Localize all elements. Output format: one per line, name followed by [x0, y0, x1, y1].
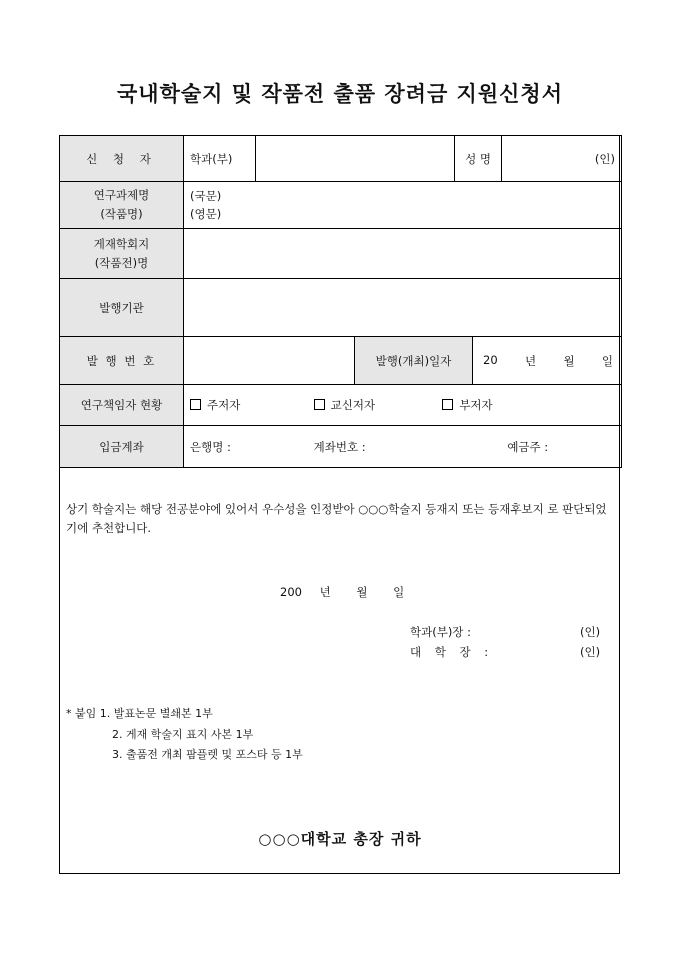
dept-label: 학과(부)	[184, 136, 256, 182]
dept-head-seal[interactable]: (인)	[580, 625, 601, 639]
issue-date-label: 발행(개최)일자	[355, 337, 473, 385]
checkbox-co-author[interactable]: 부저자	[442, 397, 492, 413]
research-title-label: 연구과제명 (작품명)	[60, 182, 184, 229]
account-row	[60, 426, 622, 468]
recommendation-statement: 상기 학술지는 해당 전공분야에 있어서 우수성을 인정받아 ○○○학술지 등재지 또는 등재후보지 로 판단되었기에 추천합니다.	[66, 502, 607, 535]
journal-field[interactable]	[184, 229, 622, 279]
checkbox-first-author[interactable]: 주저자	[190, 397, 310, 413]
document-title: 국내학술지 및 작품전 출품 장려금 지원신청서	[117, 81, 563, 106]
account-field[interactable]: 은행명 : 계좌번호 : 예금주 :	[184, 426, 622, 468]
issue-row	[60, 337, 622, 385]
dean-seal[interactable]: (인)	[580, 645, 601, 659]
research-title-field[interactable]: (국문) (영문)	[184, 182, 622, 229]
checkbox-corresponding-author[interactable]: 교신저자	[314, 397, 439, 413]
name-label: 성 명	[455, 136, 502, 182]
account-label: 입금계좌	[60, 426, 184, 468]
issue-date-field[interactable]: 20 년 월 일	[473, 337, 622, 385]
dept-field[interactable]	[256, 136, 455, 182]
publisher-field[interactable]	[184, 279, 622, 337]
issue-number-field[interactable]	[184, 337, 355, 385]
journal-label: 게재학회지 (작품전)명	[60, 229, 184, 279]
applicant-label: 신 청 자	[60, 136, 184, 182]
dean-role: 대 학 장 :	[410, 645, 494, 659]
attachments: * 붙임 1. 발표논문 별쇄본 1부	[66, 707, 213, 720]
attachment-item: 2. 게재 학술지 표지 사본 1부	[112, 728, 254, 741]
issue-label: 발 행 번 호	[60, 337, 184, 385]
closing-addressee: ○○○대학교 총장 귀하	[258, 830, 422, 848]
attachment-item: 3. 출품전 개최 팜플렛 및 포스타 등 1부	[112, 748, 303, 761]
journal-row	[60, 229, 622, 279]
research-title-row	[60, 182, 622, 229]
authorship-options	[184, 385, 622, 426]
authorship-label: 연구책임자 현황	[60, 385, 184, 426]
application-form-table	[59, 135, 622, 468]
recommendation-date: 200 년 월 일	[280, 585, 405, 599]
publisher-row	[60, 279, 622, 337]
dept-head-role: 학과(부)장 :	[410, 625, 471, 639]
authorship-row	[60, 385, 622, 426]
applicant-seal[interactable]: (인)	[502, 136, 622, 182]
applicant-row	[60, 136, 622, 182]
publisher-label: 발행기관	[60, 279, 184, 337]
